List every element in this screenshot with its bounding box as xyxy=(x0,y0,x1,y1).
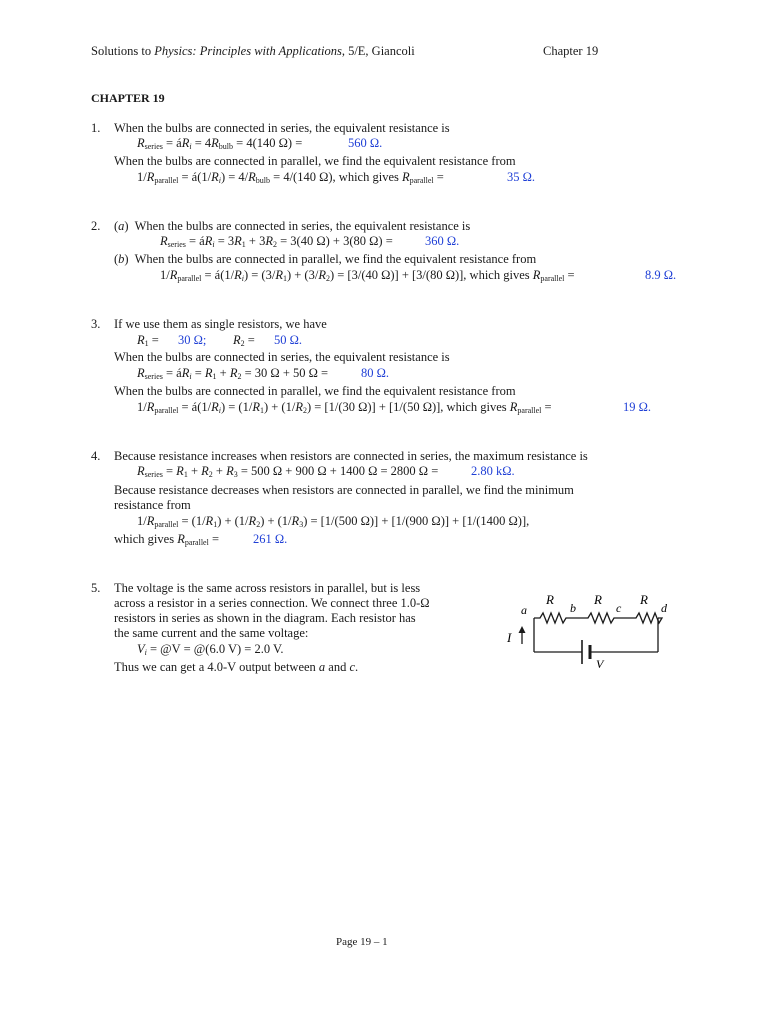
problem-1-series-equation: $R_{series}$ = $áR_i = 4R_{bulb} = 4(140$ Ω) = xyxy=(137,136,303,151)
problem-5-line-4: the same current and the same voltage: xyxy=(114,626,309,640)
problem-2-line-3: (b) When the bulbs are connected in parallel, we find the equivalent resistance from xyxy=(114,252,537,266)
problem-2-number: 2. xyxy=(91,219,101,233)
problem-2-answer-series: 360 Ω. xyxy=(425,234,460,248)
page-footer: Page 19 – 1 xyxy=(336,936,388,948)
problem-3-answer-r2: 50 Ω. xyxy=(274,333,303,347)
problem-4-answer-min: 261 Ω. xyxy=(253,532,288,546)
problem-1-parallel-equation: $1/R_{parallel}$ = $á(1/R_i) = 4/R_{bulb} = 4/(140$ Ω), which gives $R_{parallel}$ = xyxy=(137,170,444,185)
label-a: a xyxy=(521,603,527,617)
chapter-title: CHAPTER 19 xyxy=(91,91,165,105)
problem-1-number: 1. xyxy=(91,121,101,135)
running-header-left: Solutions to Physics: Principles with Applications, 5/E, Giancoli xyxy=(91,44,415,58)
problem-4-line-1: Because resistance increases when resistors are connected in series, the maximum resistance is xyxy=(114,449,588,463)
problem-3-line-3: When the bulbs are connected in series, the equivalent resistance is xyxy=(114,350,450,364)
problem-4-answer-max: 2.80 kΩ. xyxy=(471,464,515,478)
problem-3-r1-label: $R_1$ = xyxy=(137,333,159,348)
problem-5-voltage-equation: $V_i$ = @V = @(6.0 V) = 2.0 V. xyxy=(137,642,284,657)
problem-2-series-equation: $R_{series}$ = $áR_i = 3R_1 + 3R_2 = 3(40$ Ω) + 3(80 Ω) = xyxy=(160,234,393,249)
problem-4-which-gives: which gives $R_{parallel}$ = xyxy=(114,532,219,547)
problem-4-number: 4. xyxy=(91,449,101,463)
problem-4-parallel-equation: $1/R_{parallel} = (1/R_1) + (1/R_2) + (1/R_3) = [1/(500$ Ω)] + [1/(900 Ω)] + [1/(1400 Ω)], xyxy=(137,514,530,529)
problem-4-line-3: Because resistance decreases when resistors are connected in parallel, we find the minimum xyxy=(114,483,574,497)
current-arrow-head xyxy=(519,626,526,633)
problem-3-parallel-equation: $1/R_{parallel}$ = $á(1/R_i) = (1/R_1) + (1/R_2) = [1/(30$ Ω)] + [1/(50 Ω)], which gives $R_{parallel}$ = xyxy=(137,400,552,415)
problem-1-line-3: When the bulbs are connected in parallel, we find the equivalent resistance from xyxy=(114,154,516,168)
problem-4-series-equation: $R_{series} = R_1 + R_2 + R_3 = 500$ Ω + 900 Ω + 1400 Ω = 2800 Ω = xyxy=(137,464,439,479)
label-R1: R xyxy=(546,592,554,607)
problem-3-answer-parallel: 19 Ω. xyxy=(623,400,652,414)
problem-2-parallel-equation: $1/R_{parallel}$ = $á(1/R_i) = (3/R_1) + (3/R_2) = [3/(40$ Ω)] + [3/(80 Ω)], which gives $R_{parallel}$ = xyxy=(160,268,575,283)
problem-1-answer-parallel: 35 Ω. xyxy=(507,170,536,184)
problem-1-line-1: When the bulbs are connected in series, the equivalent resistance is xyxy=(114,121,450,135)
label-V: V xyxy=(596,657,604,671)
problem-3-series-equation: $R_{series}$ = $áR_i = R_1 + R_2 = 30$ Ω + 50 Ω = xyxy=(137,366,329,381)
problem-2-line-1: (a) When the bulbs are connected in series, the equivalent resistance is xyxy=(114,219,471,233)
problem-3-answer-series: 80 Ω. xyxy=(361,366,390,380)
problem-3-number: 3. xyxy=(91,317,101,331)
problem-2-answer-parallel: 8.9 Ω. xyxy=(645,268,677,282)
label-b: b xyxy=(570,601,576,615)
running-header-right: Chapter 19 xyxy=(543,44,599,58)
problem-3-line-5: When the bulbs are connected in parallel, we find the equivalent resistance from xyxy=(114,384,516,398)
problem-4-line-4: resistance from xyxy=(114,498,191,512)
problem-1-answer-series: 560 Ω. xyxy=(348,136,383,150)
series-circuit-diagram xyxy=(500,588,680,672)
circuit-wires xyxy=(534,613,662,652)
label-R2: R xyxy=(594,592,602,607)
problem-5-number: 5. xyxy=(91,581,101,595)
label-c: c xyxy=(616,601,622,615)
problem-5-line-3: resistors in series as shown in the diagram. Each resistor has xyxy=(114,611,416,625)
label-d: d xyxy=(661,601,667,615)
problem-3-line-1: If we use them as single resistors, we have xyxy=(114,317,327,331)
problem-5-line-6: Thus we can get a 4.0-V output between a and c. xyxy=(114,660,359,674)
problem-5-line-2: across a resistor in a series connection. We connect three 1.0-Ω xyxy=(114,596,430,610)
label-R3: R xyxy=(640,592,648,607)
label-I: I xyxy=(507,630,512,645)
problem-3-r2-label: $R_2$ = xyxy=(233,333,255,348)
problem-3-answer-r1: 30 Ω; xyxy=(178,333,207,347)
problem-5-line-1: The voltage is the same across resistors in parallel, but is less xyxy=(114,581,421,595)
